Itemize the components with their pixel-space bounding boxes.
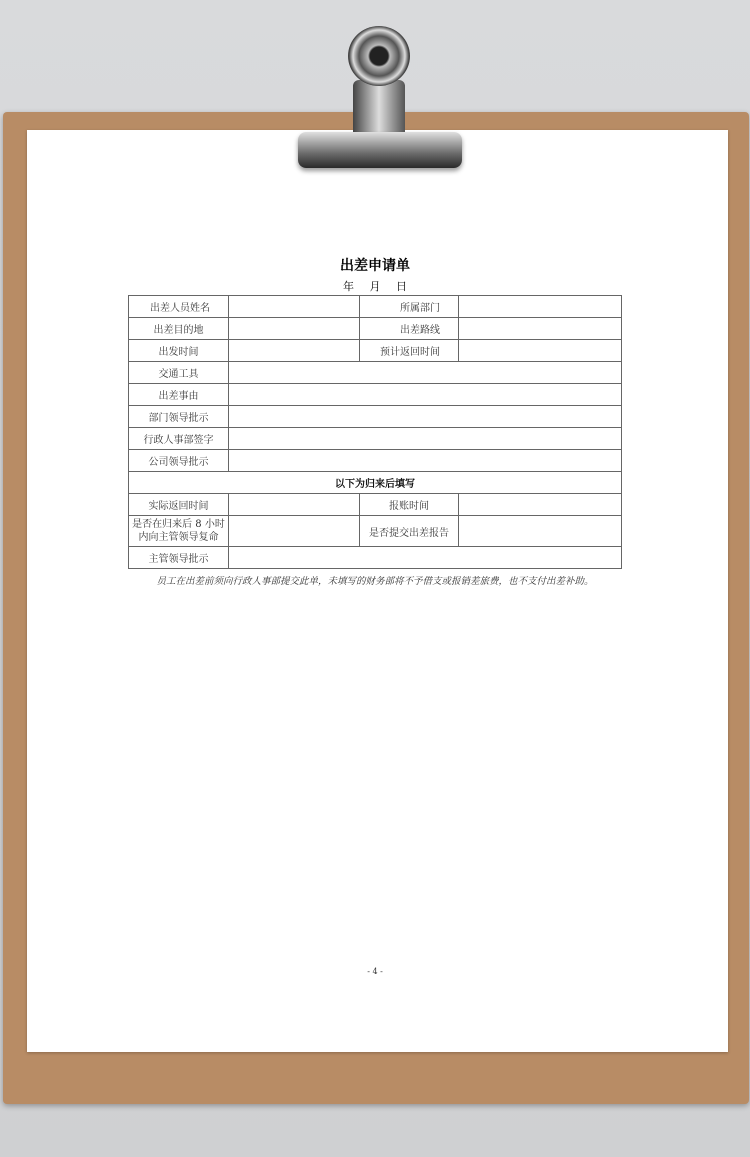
label: 是否在归来后 8 小时: [132, 519, 225, 530]
table-row: [129, 318, 622, 340]
dept-field[interactable]: [459, 296, 622, 318]
label: 实际返回时间: [129, 494, 229, 516]
table-row: [129, 516, 622, 547]
label: 预计返回时间: [360, 340, 459, 362]
supervisor-approval-field[interactable]: [229, 547, 622, 569]
dept-approval-field[interactable]: [229, 406, 622, 428]
label: 主管领导批示: [129, 547, 229, 569]
actual-return-field[interactable]: [229, 494, 360, 516]
label: 是否提交出差报告: [360, 516, 459, 547]
route-field[interactable]: [459, 318, 622, 340]
label: 出差人员姓名: [129, 296, 229, 318]
section-header: 以下为归来后填写: [129, 472, 622, 494]
table-row: [129, 296, 622, 318]
depart-field[interactable]: [229, 340, 360, 362]
label: 报账时间: [360, 494, 459, 516]
form-title: 出差申请单: [340, 258, 410, 274]
table-row: [129, 547, 622, 569]
table-row: [129, 384, 622, 406]
table-row: [129, 406, 622, 428]
label: 出差事由: [129, 384, 229, 406]
label: 内向主管领导复命: [138, 532, 219, 543]
label: 交通工具: [129, 362, 229, 384]
hr-sign-field[interactable]: [229, 428, 622, 450]
report-back-field[interactable]: [229, 516, 360, 547]
form-date: 年 月 日: [343, 280, 407, 293]
travel-application-form: [128, 295, 622, 569]
clip-icon: [353, 80, 405, 138]
label: 所属部门: [360, 296, 459, 318]
label: 部门领导批示: [129, 406, 229, 428]
table-row: [129, 450, 622, 472]
return-est-field[interactable]: [459, 340, 622, 362]
report-submitted-field[interactable]: [459, 516, 622, 547]
label: 出差目的地: [129, 318, 229, 340]
table-row: [129, 428, 622, 450]
label: 出差路线: [360, 318, 459, 340]
company-approval-field[interactable]: [229, 450, 622, 472]
name-field[interactable]: [229, 296, 360, 318]
transport-field[interactable]: [229, 362, 622, 384]
reason-field[interactable]: [229, 384, 622, 406]
label: 公司领导批示: [129, 450, 229, 472]
table-row: [129, 472, 622, 494]
form-note: 员工在出差前须向行政人事部提交此单，未填写的财务部将不予借支或报销差旅费，也不支付出差补助。: [156, 576, 594, 587]
clip-base-icon: [298, 132, 462, 168]
page-number: - 4 -: [367, 967, 383, 976]
label: 行政人事部签字: [129, 428, 229, 450]
clip-ring-icon: [348, 26, 410, 86]
table-row: [129, 494, 622, 516]
reimburse-time-field[interactable]: [459, 494, 622, 516]
table-row: [129, 362, 622, 384]
label: 出发时间: [129, 340, 229, 362]
table-row: [129, 340, 622, 362]
dest-field[interactable]: [229, 318, 360, 340]
